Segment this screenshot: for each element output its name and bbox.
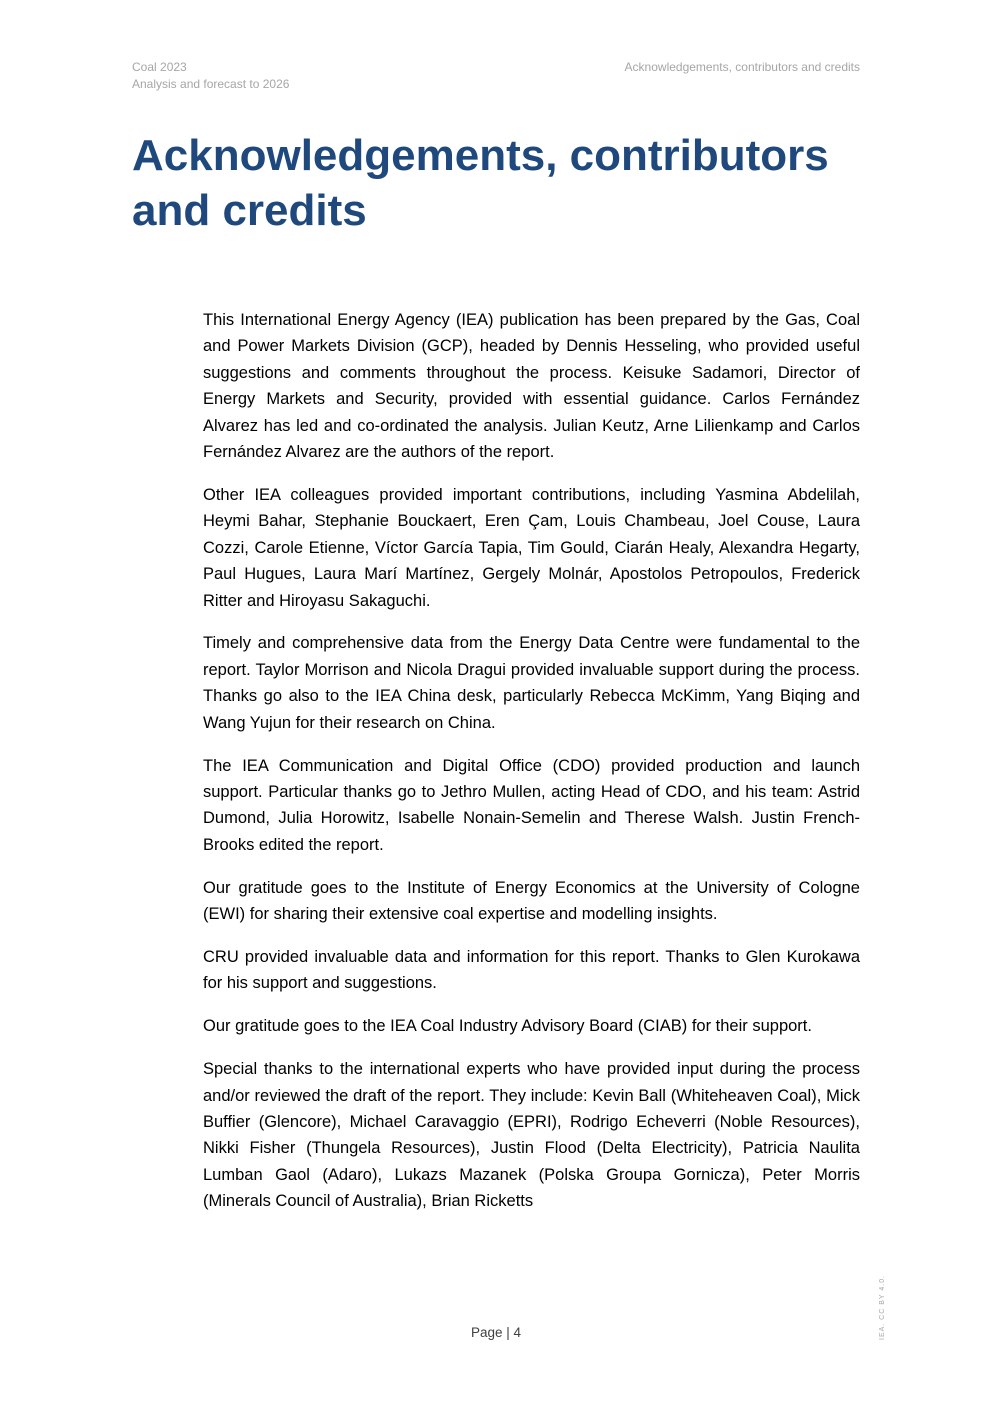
page-title: [132, 128, 862, 238]
header-doc-title: Coal 2023: [132, 60, 187, 74]
header-doc-subtitle: Analysis and forecast to 2026: [132, 77, 290, 91]
paragraph-iea-colleagues: Other IEA colleagues provided important contributions, including Yasmina Abdelilah, Heymi Bahar, Stephanie Bouckaert, Eren Çam, Louis Chambeau, Joel Couse, Laura Cozzi, Carole Etienne, Víctor García Tapia, Tim Gould, Ciarán Healy, Alexandra Hegarty, Paul Hugues, Laura Marí Martínez, Gergely Molnár, Apostolos Petropoulos, Frederick Ritter and Hiroyasu Sakaguchi.: [203, 485, 860, 610]
page-title-line-1: Acknowledgements, contributors: [132, 131, 829, 180]
paragraph-energy-data-centre: Timely and comprehensive data from the Energy Data Centre were fundamental to the report. Taylor Morrison and Nicola Dragui provided invaluable support during the process. Thanks go also to the IEA China desk, particularly Rebecca McKimm, Yang Biqing and Wang Yujun for their research on China.: [203, 634, 860, 732]
paragraph-cru: CRU provided invaluable data and information for this report. Thanks to Glen Kurokawa for his support and suggestions.: [203, 948, 860, 993]
page-number: Page | 4: [470, 1325, 522, 1340]
body-text: [203, 307, 860, 1231]
paragraph-cdo: The IEA Communication and Digital Office (CDO) provided production and launch support. Particular thanks go to Jethro Mullen, acting Head of CDO, and his team: Astrid Dumond, Julia Horowitz, Isabelle Nonain-Semelin and Therese Walsh. Justin French-Brooks edited the report.: [203, 756, 860, 854]
paragraph-international-experts: Special thanks to the international experts who have provided input during the process and/or reviewed the draft of the report. They include: Kevin Ball (Whiteheaven Coal), Mick Buffier (Glencore), Michael Caravaggio (EPRI), Rodrigo Echeverri (Noble Resources), Nikki Fisher (Thungela Resources), Justin Flood (Delta Electricity), Patricia Naulita Lumban Gaol (Adaro), Lukazs Mazanek (Polska Groupa Gornicza), Peter Morris (Minerals Council of Australia), Brian Ricketts: [203, 1060, 860, 1211]
page-title-line-2: and credits: [132, 186, 367, 235]
paragraph-gcp-division: This International Energy Agency (IEA) publication has been prepared by the Gas, Coal and Power Markets Division (GCP), headed by Dennis Hesseling, who provided useful suggestions and comments throughout the process. Keisuke Sadamori, Director of Energy Markets and Security, provided with essential guidance. Carlos Fernández Alvarez has led and co-ordinated the analysis. Julian Keutz, Arne Lilienkamp and Carlos Fernández Alvarez are the authors of the report.: [203, 311, 860, 462]
license-notice: IEA. CC BY 4.0.: [879, 1274, 886, 1340]
running-header-section: Acknowledgements, contributors and credits: [624, 60, 860, 74]
running-header-left: [132, 59, 289, 93]
paragraph-ciab: Our gratitude goes to the IEA Coal Industry Advisory Board (CIAB) for their support.: [203, 1017, 812, 1036]
paragraph-ewi: Our gratitude goes to the Institute of Energy Economics at the University of Cologne (EWI) for sharing their extensive coal expertise and modelling insights.: [203, 878, 860, 924]
